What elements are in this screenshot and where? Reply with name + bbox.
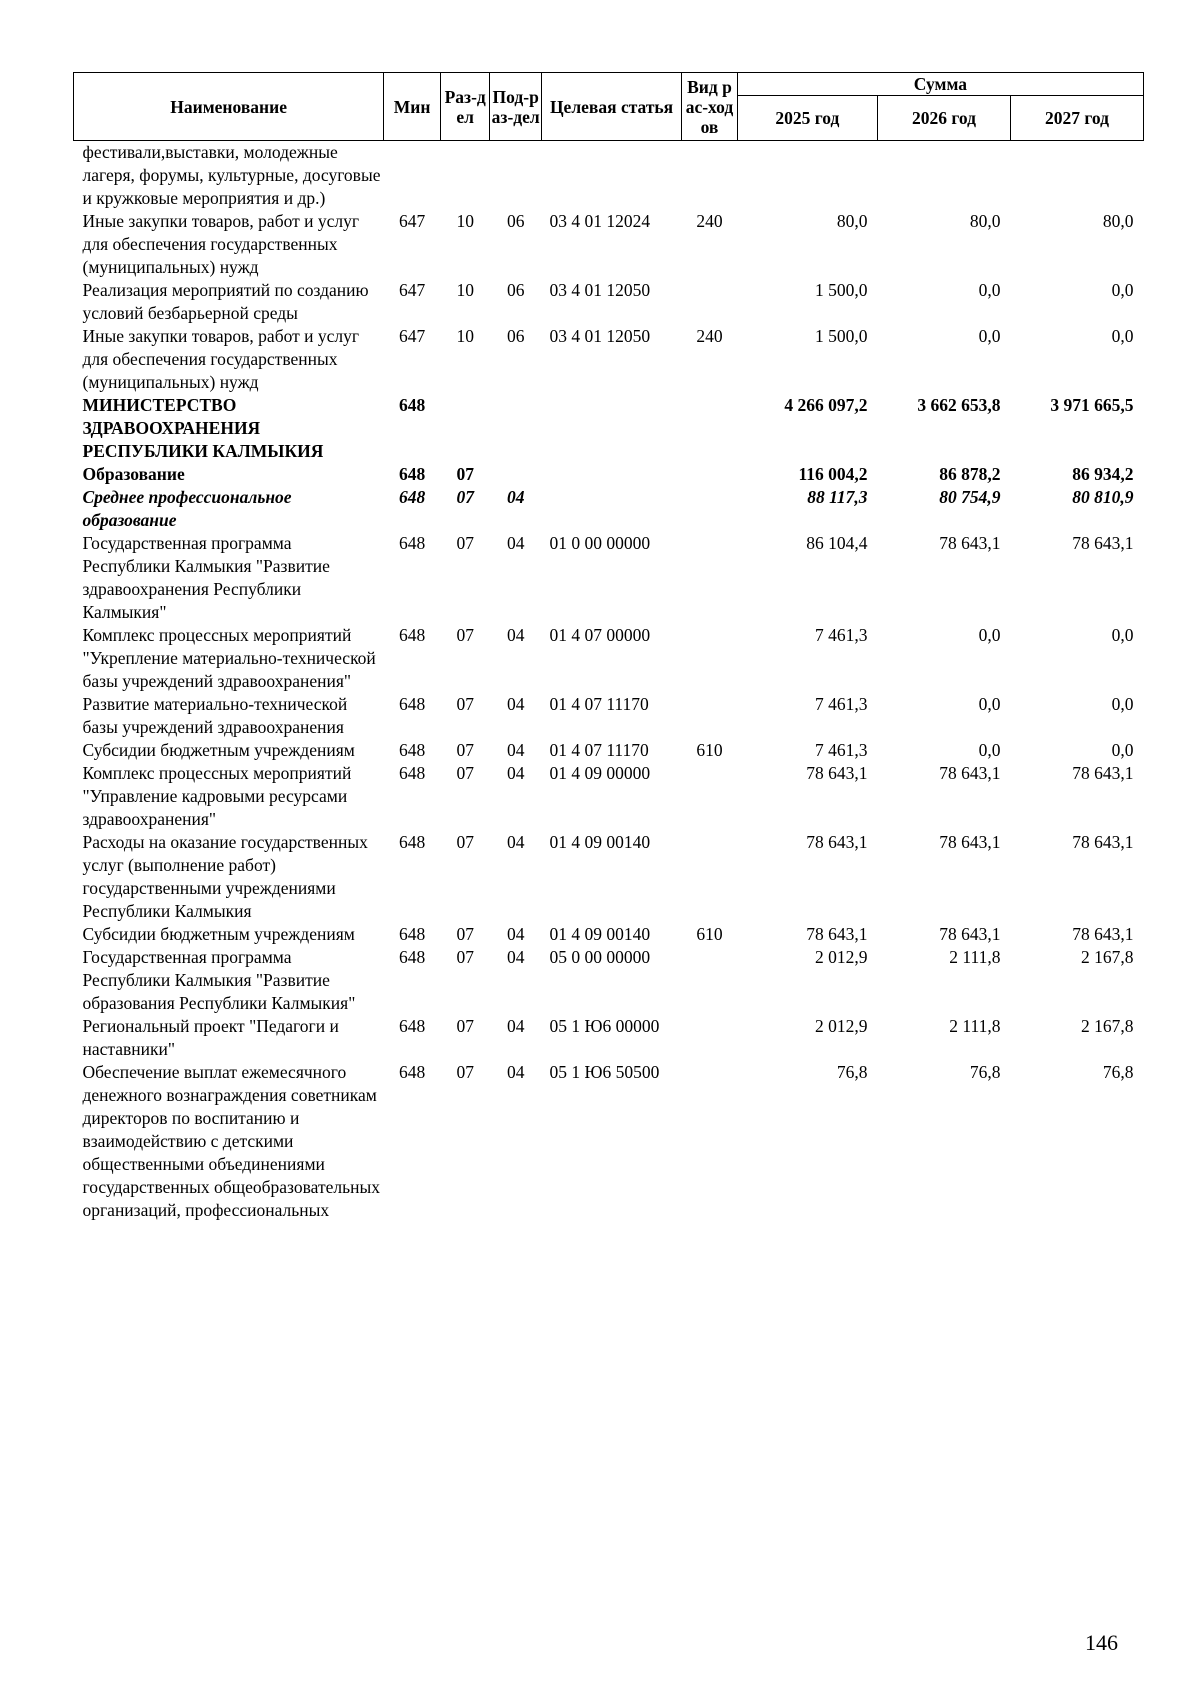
- row-target-code: 03 4 01 12050: [549, 280, 651, 300]
- row-sum-2025: 1 500,0: [814, 280, 868, 300]
- table-row: [74, 1015, 1144, 1061]
- table-row: [74, 624, 1144, 693]
- row-vid: [682, 141, 738, 211]
- row-vid: [682, 831, 738, 923]
- row-podrazdel: 04: [506, 694, 525, 714]
- row-min: 648: [398, 395, 426, 415]
- row-target-code: 01 4 09 00140: [549, 832, 651, 852]
- row-target-code: 01 0 00 00000: [549, 533, 651, 553]
- row-name: Реализация мероприятий по созданию условий безбарьерной среды: [82, 280, 369, 323]
- header-podrazdel: Под-раз-дел: [490, 73, 542, 141]
- row-sum-2025: 80,0: [836, 211, 868, 231]
- row-vid: 610: [696, 740, 723, 760]
- row-min: 648: [398, 1016, 426, 1036]
- header-2027: 2027 год: [1010, 96, 1143, 141]
- row-name: Иные закупки товаров, работ и услуг для обеспечения государственных (муниципальных) нужд: [82, 326, 360, 392]
- row-sum-2027: 80 810,9: [1072, 487, 1134, 507]
- row-sum-2027: 2 167,8: [1081, 947, 1134, 967]
- table-row: [74, 923, 1144, 946]
- row-vid: [682, 1015, 738, 1061]
- table-row: [74, 210, 1144, 279]
- row-podrazdel: [490, 141, 542, 211]
- row-sum-2026: 78 643,1: [939, 763, 1001, 783]
- row-razdel: 07: [456, 533, 474, 553]
- row-target-code: [541, 394, 681, 463]
- row-podrazdel: 04: [506, 947, 525, 967]
- row-sum-2025: 116 004,2: [798, 464, 868, 484]
- row-target-code: 03 4 01 12050: [549, 326, 651, 346]
- table-body: [74, 141, 1144, 1223]
- row-podrazdel: 04: [506, 763, 525, 783]
- row-razdel: 07: [456, 924, 474, 944]
- header-min: Мин: [384, 73, 441, 141]
- row-sum-2025: 7 461,3: [814, 740, 868, 760]
- row-sum-2027: 78 643,1: [1072, 533, 1134, 553]
- row-sum-2027: 0,0: [1111, 280, 1134, 300]
- table-row: [74, 325, 1144, 394]
- row-min: 647: [398, 211, 426, 231]
- row-podrazdel: 06: [506, 280, 525, 300]
- row-podrazdel: [490, 463, 542, 486]
- table-row: [74, 739, 1144, 762]
- row-name: Развитие материально-технической базы учреждений здравоохранения: [82, 694, 348, 737]
- row-sum-2026: 76,8: [969, 1062, 1001, 1082]
- row-razdel: 07: [456, 464, 474, 484]
- row-name: Комплекс процессных мероприятий "Управление кадровыми ресурсами здравоохранения": [82, 763, 352, 829]
- row-razdel: 07: [456, 763, 474, 783]
- header-sum: Сумма: [737, 73, 1143, 96]
- row-target-code: [541, 463, 681, 486]
- row-podrazdel: 04: [506, 1062, 525, 1082]
- row-sum-2027: 86 934,2: [1072, 464, 1134, 484]
- row-podrazdel: 04: [506, 533, 525, 553]
- row-vid: [682, 1061, 738, 1222]
- row-name: Расходы на оказание государственных услуг (выполнение работ) государственными учреждениями Республики Калмыкия: [82, 832, 368, 921]
- row-razdel: 07: [456, 1016, 474, 1036]
- row-min: 648: [398, 832, 426, 852]
- row-sum-2025: 88 117,3: [807, 487, 868, 507]
- table-row: [74, 486, 1144, 532]
- row-razdel: 07: [456, 1062, 474, 1082]
- row-name: Иные закупки товаров, работ и услуг для обеспечения государственных (муниципальных) нужд: [82, 211, 360, 277]
- row-sum-2027: 0,0: [1111, 740, 1134, 760]
- row-sum-2026: 2 111,8: [949, 947, 1001, 967]
- row-sum-2025: 7 461,3: [814, 694, 868, 714]
- row-razdel: 07: [456, 625, 474, 645]
- row-podrazdel: 04: [506, 1016, 525, 1036]
- row-min: 648: [398, 694, 426, 714]
- row-target-code: [541, 141, 681, 211]
- row-name: Государственная программа Республики Калмыкия "Развитие здравоохранения Республики Калмыкия": [82, 533, 330, 622]
- row-sum-2027: 0,0: [1111, 326, 1134, 346]
- row-min: 648: [398, 1062, 426, 1082]
- row-min: 648: [398, 947, 426, 967]
- header-2026: 2026 год: [877, 96, 1010, 141]
- row-target-code: [541, 486, 681, 532]
- table-row: [74, 693, 1144, 739]
- row-vid: [682, 532, 738, 624]
- row-podrazdel: 06: [506, 326, 525, 346]
- row-name: фестивали,выставки, молодежные лагеря, форумы, культурные, досуговые и кружковые мероприятия и др.): [82, 142, 381, 208]
- row-razdel: 10: [456, 326, 474, 346]
- row-podrazdel: 04: [506, 740, 525, 760]
- row-podrazdel: [490, 394, 542, 463]
- row-sum-2026: 78 643,1: [939, 832, 1001, 852]
- row-target-code: 05 0 00 00000: [549, 947, 651, 967]
- row-sum-2027: [1010, 141, 1143, 211]
- table-header: [74, 73, 1144, 141]
- row-sum-2026: 78 643,1: [939, 533, 1001, 553]
- row-vid: 610: [696, 924, 723, 944]
- budget-table: [73, 72, 1144, 1222]
- row-min: 648: [398, 487, 426, 507]
- row-vid: [682, 279, 738, 325]
- table-row: [74, 831, 1144, 923]
- row-sum-2027: 0,0: [1111, 625, 1134, 645]
- row-name: Обеспечение выплат ежемесячного денежного вознаграждения советникам директоров по воспитанию и взаимодействию с детскими общественными объединениями государственных общеобразовательных организаций, профессиональных: [82, 1062, 380, 1220]
- table-row: [74, 946, 1144, 1015]
- row-sum-2026: 0,0: [978, 694, 1001, 714]
- row-razdel: 07: [456, 832, 474, 852]
- row-sum-2025: 76,8: [836, 1062, 868, 1082]
- table-row: [74, 762, 1144, 831]
- row-sum-2027: 76,8: [1102, 1062, 1134, 1082]
- row-vid: [682, 946, 738, 1015]
- row-sum-2027: 2 167,8: [1081, 1016, 1134, 1036]
- row-target-code: 01 4 09 00000: [549, 763, 651, 783]
- row-min: 648: [398, 763, 426, 783]
- header-name: Наименование: [74, 73, 384, 141]
- row-target-code: 05 1 Ю6 50500: [549, 1062, 660, 1082]
- row-podrazdel: 04: [506, 625, 525, 645]
- table-row: [74, 463, 1144, 486]
- row-sum-2026: 86 878,2: [939, 464, 1001, 484]
- row-min: 647: [398, 326, 426, 346]
- row-target-code: 01 4 07 11170: [549, 694, 649, 714]
- row-sum-2027: 80,0: [1102, 211, 1134, 231]
- row-razdel: 07: [456, 740, 474, 760]
- row-sum-2027: 78 643,1: [1072, 832, 1134, 852]
- row-min: 648: [398, 464, 426, 484]
- row-razdel: 07: [456, 947, 474, 967]
- row-razdel: 07: [456, 487, 474, 507]
- row-name: Субсидии бюджетным учреждениям: [82, 924, 355, 944]
- row-sum-2027: 0,0: [1111, 694, 1134, 714]
- row-name: Субсидии бюджетным учреждениям: [82, 740, 355, 760]
- row-sum-2026: 3 662 653,8: [917, 395, 1001, 415]
- row-vid: [682, 693, 738, 739]
- row-sum-2027: 3 971 665,5: [1050, 395, 1134, 415]
- header-target: Целевая статья: [541, 73, 681, 141]
- row-razdel: [440, 394, 489, 463]
- row-name: Среднее профессиональное образование: [82, 487, 292, 530]
- row-razdel: 07: [456, 694, 474, 714]
- row-name: Образование: [82, 464, 185, 484]
- row-vid: [682, 762, 738, 831]
- row-target-code: 01 4 07 11170: [549, 740, 649, 760]
- row-name: Государственная программа Республики Калмыкия "Развитие образования Республики Калмыкия": [82, 947, 356, 1013]
- row-sum-2026: 0,0: [978, 740, 1001, 760]
- row-sum-2027: 78 643,1: [1072, 924, 1134, 944]
- row-min: 648: [398, 740, 426, 760]
- row-podrazdel: 04: [506, 832, 525, 852]
- row-sum-2025: 86 104,4: [806, 533, 868, 553]
- row-target-code: 05 1 Ю6 00000: [549, 1016, 660, 1036]
- row-sum-2025: 2 012,9: [814, 1016, 868, 1036]
- row-sum-2026: 0,0: [978, 326, 1001, 346]
- table-row: [74, 141, 1144, 211]
- header-razdel: Раз-дел: [440, 73, 489, 141]
- row-sum-2026: 78 643,1: [939, 924, 1001, 944]
- row-sum-2025: 4 266 097,2: [784, 395, 868, 415]
- row-vid: [682, 624, 738, 693]
- row-podrazdel: 04: [506, 924, 525, 944]
- table-row: [74, 1061, 1144, 1222]
- row-podrazdel: 04: [506, 487, 525, 507]
- row-sum-2025: 1 500,0: [814, 326, 868, 346]
- row-sum-2025: 78 643,1: [806, 832, 868, 852]
- row-vid: [682, 486, 738, 532]
- header-vid: Вид рас-ходов: [682, 73, 738, 141]
- table-row: [74, 394, 1144, 463]
- row-target-code: 01 4 07 00000: [549, 625, 651, 645]
- row-vid: 240: [696, 326, 723, 346]
- row-min: 648: [398, 625, 426, 645]
- row-name: Комплекс процессных мероприятий "Укрепление материально-технической базы учреждений здравоохранения": [82, 625, 376, 691]
- row-sum-2026: 80 754,9: [939, 487, 1001, 507]
- row-sum-2025: 2 012,9: [814, 947, 868, 967]
- row-min: 647: [398, 280, 426, 300]
- header-2025: 2025 год: [737, 96, 877, 141]
- row-name: Региональный проект "Педагоги и наставники": [82, 1016, 339, 1059]
- row-sum-2025: 78 643,1: [806, 763, 868, 783]
- row-sum-2026: 0,0: [978, 280, 1001, 300]
- row-target-code: 03 4 01 12024: [549, 211, 651, 231]
- row-min: [384, 141, 441, 211]
- row-min: 648: [398, 533, 426, 553]
- row-vid: [682, 463, 738, 486]
- row-sum-2026: 0,0: [978, 625, 1001, 645]
- row-vid: 240: [696, 211, 723, 231]
- row-sum-2027: 78 643,1: [1072, 763, 1134, 783]
- row-sum-2025: 78 643,1: [806, 924, 868, 944]
- row-podrazdel: 06: [506, 211, 525, 231]
- row-razdel: 10: [456, 280, 474, 300]
- row-vid: [682, 394, 738, 463]
- row-target-code: 01 4 09 00140: [549, 924, 651, 944]
- row-sum-2025: [737, 141, 877, 211]
- page-number: 146: [1085, 1630, 1118, 1655]
- table-row: [74, 279, 1144, 325]
- row-razdel: 10: [456, 211, 474, 231]
- table-row: [74, 532, 1144, 624]
- row-sum-2025: 7 461,3: [814, 625, 868, 645]
- row-min: 648: [398, 924, 426, 944]
- row-sum-2026: 80,0: [969, 211, 1001, 231]
- row-razdel: [440, 141, 489, 211]
- row-sum-2026: 2 111,8: [949, 1016, 1001, 1036]
- row-sum-2026: [877, 141, 1010, 211]
- row-name: МИНИСТЕРСТВО ЗДРАВООХРАНЕНИЯ РЕСПУБЛИКИ КАЛМЫКИЯ: [82, 395, 324, 461]
